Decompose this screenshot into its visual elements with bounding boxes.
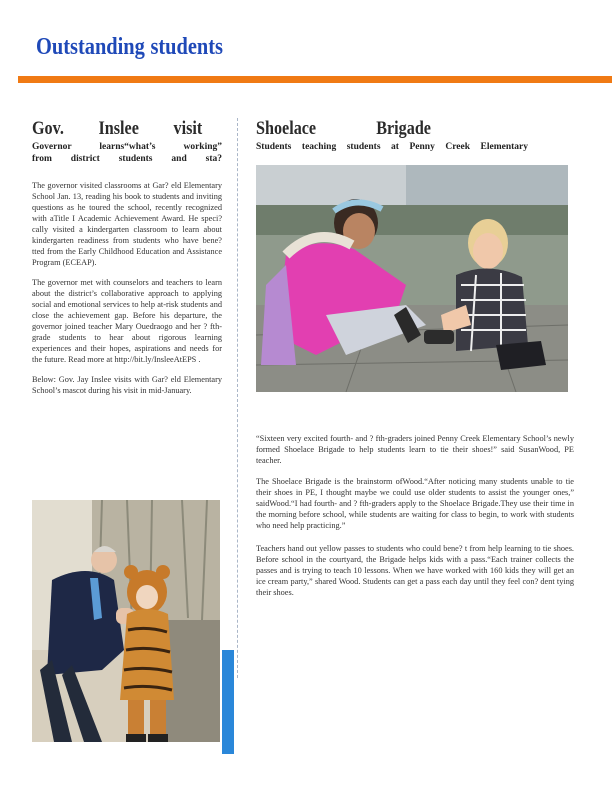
page-title xyxy=(36,34,223,61)
inslee-article xyxy=(32,118,222,405)
inslee-paragraph: The governor visited classrooms at Gar? eld Elementary School Jan. 13, reading his book to students and inviting questions as he toured the school, recently recognized with aTitle I Academic Achievement Award. He speci? cally visited a kindergarten classroom to learn about kindergarten readiness from students who have bene? tted from the Early Childhood Education and Assistance Program (ECEAP). xyxy=(32,181,222,267)
inslee-subhead-2: from district students and sta? xyxy=(32,154,222,164)
shoelace-heading: Shoelace Brigade xyxy=(256,118,431,139)
shoelace-paragraph: “Sixteen very excited fourth- and ? fth-graders joined Penny Creek Elementary School’s newly formed Shoelace Brigade to help students learn to tie their shoes!” said SusanWood, PE teacher. xyxy=(256,434,574,465)
shoelace-photo-art xyxy=(256,165,568,392)
inslee-paragraph: Below: Gov. Jay Inslee visits with Gar? eld Elementary School’s mascot during his visit in mid-January. xyxy=(32,375,222,395)
inslee-paragraph: The governor met with counselors and teachers to learn about the district’s collaborative approach to applying social and emotional services to help at-risk students and close the achievement gap. Before his departure, the governor joined teacher Mary Ouedraogo and her ? fth-grade students to hear about rigorous learning experiences and their hopes, aspirations and needs for the future. Read more at http://bit.ly/InsleeAtEPS . xyxy=(32,278,222,364)
shoelace-photo xyxy=(256,165,568,392)
inslee-heading: Gov. Inslee visit xyxy=(32,118,203,139)
shoelace-paragraph: The Shoelace Brigade is the brainstorm ofWood.“After noticing many students unable to tie their shoes in PE, I thought maybe we could use older students to assist the younger ones,” saidWood.“I had fourth- and ? fth-graders apply to the Shoelace Brigade.They use their time in the morning before school, while students are waiting for class to begin, to work with students who need help practicing.” xyxy=(256,477,574,530)
shoelace-paragraph: Teachers hand out yellow passes to students who could bene? t from help learning to tie shoes. Before school in the courtyard, the Brigade helps kids with a pass.“Each trainer collects the passes and is trying to teach 10 lessons. When we have worked with 160 kids they will get an ice cream party,” shared Wood. Students can get a pass each day until they feel con? dent tying their shoes. xyxy=(256,544,574,597)
inslee-mascot-photo xyxy=(32,500,220,742)
header-rule xyxy=(18,76,612,83)
page-title-word-1: Outstanding xyxy=(36,34,145,60)
page-title-word-2: students xyxy=(150,34,223,60)
column-divider xyxy=(237,118,238,678)
shoelace-body xyxy=(256,433,574,607)
inslee-subhead-1: Governor learns“what’s working” xyxy=(32,142,222,152)
inslee-mascot-photo-art xyxy=(32,500,220,742)
accent-block xyxy=(222,650,234,754)
shoelace-article xyxy=(256,118,574,153)
shoelace-subhead: Students teaching students at Penny Creek Elementary xyxy=(256,142,528,152)
